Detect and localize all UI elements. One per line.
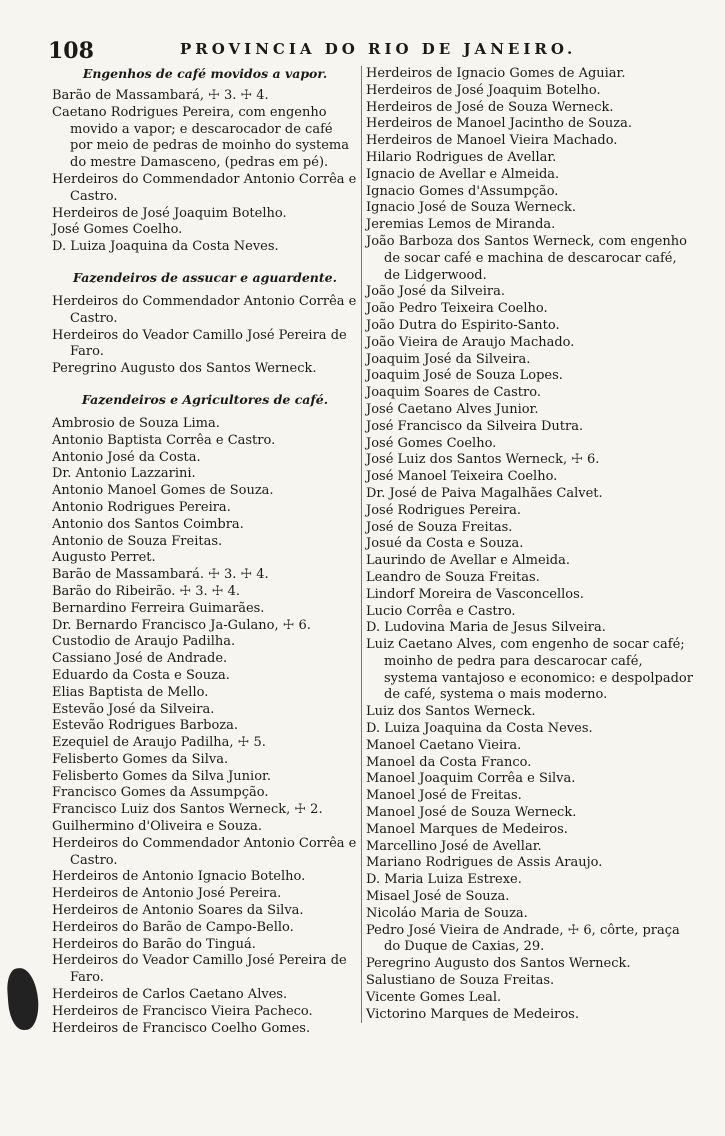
directory-entry: Antonio dos Santos Coimbra.: [52, 516, 244, 532]
directory-entry: Manoel da Costa Franco.: [366, 754, 532, 770]
directory-entry: Peregrino Augusto dos Santos Werneck.: [52, 361, 317, 377]
directory-entry: Felisberto Gomes da Silva.: [52, 751, 229, 767]
directory-entry: Antonio Baptista Corrêa e Castro.: [52, 432, 276, 448]
directory-entry: João Barboza dos Santos Werneck, com engenho de socar café e machina de descarocar café, de Lidgerwood.: [366, 233, 687, 283]
directory-entry: Estevão Rodrigues Barboza.: [52, 718, 239, 734]
directory-entry: Francisco Luiz dos Santos Werneck, ☩ 2.: [52, 802, 323, 818]
directory-entry: Barão de Massambará. ☩ 3. ☩ 4.: [52, 567, 269, 583]
directory-entry: Herdeiros de Manoel Jacintho de Souza.: [366, 116, 632, 132]
directory-entry: Antonio Manoel Gomes de Souza.: [52, 483, 274, 499]
directory-entry: João José da Silveira.: [366, 284, 506, 300]
directory-entry: Herdeiros de Ignacio Gomes de Aguiar.: [366, 66, 626, 81]
directory-entry: Barão do Ribeirão. ☩ 3. ☩ 4.: [52, 583, 240, 599]
directory-entry: Herdeiros do Commendador Antonio Corrêa e Castro.: [52, 835, 357, 868]
directory-entry: João Vieira de Araujo Machado.: [366, 334, 575, 350]
directory-entry: Herdeiros do Veador Camillo José Pereira de Faro.: [52, 327, 347, 360]
directory-entry: D. Ludovina Maria de Jesus Silveira.: [366, 620, 606, 636]
directory-entry: Antonio Rodrigues Pereira.: [52, 499, 231, 515]
directory-entry: Francisco Gomes da Assumpção.: [52, 785, 269, 801]
directory-entry: Joaquim José de Souza Lopes.: [366, 368, 563, 384]
directory-entry: Felisberto Gomes da Silva Junior.: [52, 768, 271, 784]
directory-entry: José de Souza Freitas.: [366, 519, 513, 535]
running-head: PROVINCIA DO RIO DE JANEIRO.: [180, 40, 577, 58]
directory-entry: Herdeiros de José de Souza Werneck.: [366, 99, 614, 115]
directory-entry: Antonio de Souza Freitas.: [52, 533, 223, 549]
directory-entry: José Gomes Coelho.: [366, 435, 497, 451]
directory-entry: D. Maria Luiza Estrexe.: [366, 872, 522, 888]
directory-entry: José Luiz dos Santos Werneck, ☩ 6.: [366, 452, 600, 468]
directory-entry: Barão de Massambará, ☩ 3. ☩ 4.: [52, 88, 269, 103]
directory-entry: Custodio de Araujo Padilha.: [52, 634, 236, 650]
directory-entry: Herdeiros do Commendador Antonio Corrêa e Castro.: [52, 171, 357, 204]
directory-entry: João Dutra do Espirito-Santo.: [366, 317, 560, 333]
directory-entry: Hilario Rodrigues de Avellar.: [366, 149, 557, 165]
directory-entry: José Manoel Teixeira Coelho.: [366, 469, 558, 485]
directory-entry: Herdeiros de José Joaquim Botelho.: [52, 205, 287, 221]
directory-entry: Josué da Costa e Souza.: [366, 536, 524, 552]
directory-entry: Guilhermino d'Oliveira e Souza.: [52, 819, 262, 835]
section-heading: Fazendeiros de assucar e aguardente.: [73, 269, 337, 285]
directory-entry: Jeremias Lemos de Miranda.: [366, 217, 556, 233]
ink-stain: [6, 967, 40, 1031]
directory-entry: Eduardo da Costa e Souza.: [52, 667, 230, 683]
directory-entry: José Caetano Alves Junior.: [366, 401, 539, 417]
directory-entry: Herdeiros do Barão de Campo-Bello.: [52, 919, 294, 935]
directory-entry: Luiz dos Santos Werneck.: [366, 704, 536, 720]
directory-entry: D. Luiza Joaquina da Costa Neves.: [52, 239, 279, 255]
directory-entry: Herdeiros de Carlos Caetano Alves.: [52, 987, 288, 1003]
directory-entry: Cassiano José de Andrade.: [52, 651, 228, 667]
directory-entry: Marcellino José de Avellar.: [366, 838, 542, 854]
directory-entry: João Pedro Teixeira Coelho.: [366, 301, 548, 317]
section-heading: Fazendeiros e Agricultores de café.: [81, 391, 329, 407]
page-number: 108: [48, 38, 94, 64]
directory-entry: Luiz Caetano Alves, com engenho de socar café; moinho de pedra para descarocar café, systema vantajoso e economico: e despolpador de café, systema o mais moderno.: [366, 637, 693, 703]
directory-entry: Mariano Rodrigues de Assis Araujo.: [366, 855, 603, 871]
right-column: [361, 66, 696, 1023]
directory-entry: Ignacio Gomes d'Assumpção.: [366, 183, 559, 199]
directory-entry: Herdeiros do Veador Camillo José Pereira de Faro.: [52, 953, 347, 986]
directory-entry: José Francisco da Silveira Dutra.: [366, 418, 584, 434]
directory-entry: Herdeiros do Commendador Antonio Corrêa e Castro.: [52, 293, 357, 326]
directory-entry: Nicoláo Maria de Souza.: [366, 905, 528, 921]
directory-entry: Herdeiros de Antonio Soares da Silva.: [52, 903, 304, 919]
directory-entry: Peregrino Augusto dos Santos Werneck.: [366, 956, 631, 972]
directory-entry: Vicente Gomes Leal.: [366, 989, 502, 1005]
directory-entry: Bernardino Ferreira Guimarães.: [52, 600, 265, 616]
directory-entry: Pedro José Vieira de Andrade, ☩ 6, côrte, praça do Duque de Caxias, 29.: [366, 922, 680, 955]
directory-entry: Manoel Joaquim Corrêa e Silva.: [366, 771, 576, 787]
section-heading: Engenhos de café movidos a vapor.: [82, 66, 328, 81]
directory-entry: Manoel José de Souza Werneck.: [366, 805, 577, 821]
directory-entry: Estevão José da Silveira.: [52, 701, 215, 717]
directory-entry: Elias Baptista de Mello.: [52, 684, 209, 700]
directory-entry: Dr. Bernardo Francisco Ja-Gulano, ☩ 6.: [52, 617, 311, 633]
directory-entry: Ezequiel de Araujo Padilha, ☩ 5.: [52, 735, 266, 751]
directory-entry: Augusto Perret.: [52, 550, 156, 566]
directory-entry: Joaquim José da Silveira.: [366, 351, 531, 367]
directory-entry: Victorino Marques de Medeiros.: [366, 1006, 579, 1022]
directory-entry: Herdeiros de José Joaquim Botelho.: [366, 82, 601, 98]
directory-entry: Misael José de Souza.: [366, 889, 510, 905]
directory-entry: Ambrosio de Souza Lima.: [52, 415, 220, 431]
directory-entry: Salustiano de Souza Freitas.: [366, 973, 555, 989]
directory-entry: Herdeiros do Barão do Tinguá.: [52, 936, 256, 952]
directory-entry: Dr. José de Paiva Magalhães Calvet.: [366, 485, 603, 501]
directory-entry: Herdeiros de Antonio Ignacio Botelho.: [52, 869, 306, 885]
directory-entry: Laurindo de Avellar e Almeida.: [366, 553, 570, 569]
left-column: [52, 66, 358, 1037]
directory-entry: Manoel Caetano Vieira.: [366, 737, 522, 753]
directory-entry: Manoel Marques de Medeiros.: [366, 821, 568, 837]
directory-entry: Ignacio de Avellar e Almeida.: [366, 166, 560, 182]
directory-entry: Herdeiros de Antonio José Pereira.: [52, 886, 282, 902]
directory-entry: Leandro de Souza Freitas.: [366, 569, 540, 585]
directory-entry: Herdeiros de Francisco Vieira Pacheco.: [52, 1003, 313, 1019]
directory-entry: D. Luiza Joaquina da Costa Neves.: [366, 721, 593, 737]
directory-entry: Herdeiros de Manoel Vieira Machado.: [366, 133, 618, 149]
directory-entry: Lucio Corrêa e Castro.: [366, 603, 516, 619]
directory-entry: Dr. Antonio Lazzarini.: [52, 466, 196, 482]
directory-entry: Ignacio José de Souza Werneck.: [366, 200, 577, 216]
directory-entry: José Gomes Coelho.: [52, 222, 183, 238]
directory-entry: Joaquim Soares de Castro.: [366, 385, 541, 401]
directory-entry: Manoel José de Freitas.: [366, 788, 522, 804]
directory-entry: José Rodrigues Pereira.: [366, 502, 522, 518]
directory-entry: Caetano Rodrigues Pereira, com engenho movido a vapor; e descarocador de café por meio de pedras de moinho do systema do mestre Damasceno, (pedras em pé).: [52, 104, 350, 171]
directory-entry: Lindorf Moreira de Vasconcellos.: [366, 586, 584, 602]
directory-entry: Antonio José da Costa.: [52, 449, 201, 465]
directory-entry: Herdeiros de Francisco Coelho Gomes.: [52, 1020, 311, 1036]
